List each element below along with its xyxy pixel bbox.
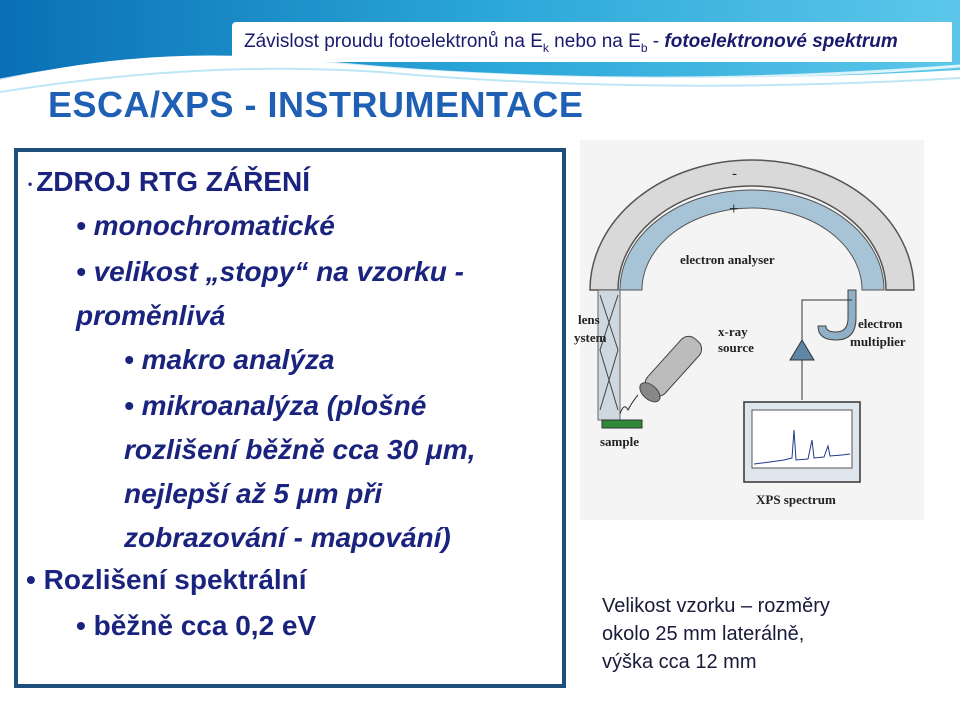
- sample-block: [602, 420, 642, 428]
- bullet-monochromatic: • monochromatické: [76, 210, 335, 241]
- bullet-micro: • mikroanalýza (plošné: [124, 390, 427, 421]
- multiplier-label-2: multiplier: [850, 334, 906, 349]
- bullet-typical-resolution: • běžně cca 0,2 eV: [76, 610, 317, 641]
- lens-label: lens: [578, 312, 600, 327]
- subtitle-subscript-k: k: [542, 40, 549, 55]
- subtitle-subscript-b: b: [640, 40, 648, 55]
- minus-label: -: [732, 166, 737, 182]
- plus-label: +: [729, 199, 739, 218]
- bullet-text: mikroanalýza (plošné: [141, 390, 427, 421]
- slide-title: ESCA/XPS - INSTRUMENTACE: [48, 84, 584, 125]
- subtitle-separator: -: [647, 31, 665, 52]
- bullet-spot-size: • velikost „stopy“ na vzorku -: [76, 256, 464, 287]
- lens-label-2: ystem: [574, 330, 607, 345]
- sample-label: sample: [600, 434, 639, 449]
- bullet-text: velikost „stopy“ na vzorku -: [93, 256, 464, 287]
- bullet-text: Rozlišení spektrální: [43, 564, 307, 595]
- slide-subtitle: [232, 22, 952, 62]
- content-box: [14, 148, 566, 688]
- bullet-text: běžně cca 0,2 eV: [93, 610, 317, 641]
- bullet-spot-size-cont: proměnlivá: [76, 300, 226, 331]
- xps-instrument-diagram: [574, 140, 924, 520]
- bullet-micro-cont1: rozlišení běžně cca 30 μm,: [124, 434, 476, 465]
- caption-line-2: okolo 25 mm laterálně,: [602, 623, 805, 645]
- bullet-macro: • makro analýza: [124, 344, 335, 375]
- bullet-micro-cont3: zobrazování - mapování): [124, 522, 451, 553]
- spectrum-label: XPS spectrum: [756, 492, 836, 507]
- bullet-text: makro analýza: [141, 344, 335, 375]
- caption: [602, 592, 902, 676]
- subtitle-emphasis: fotoelektronové spektrum: [664, 31, 898, 52]
- multiplier-label: electron: [858, 316, 903, 331]
- caption-line-3: výška cca 12 mm: [602, 651, 757, 673]
- bullet-xray-source: • ZDROJ RTG ZÁŘENÍ: [28, 166, 310, 197]
- caption-line-1: Velikost vzorku – rozměry: [602, 595, 830, 617]
- xray-label: x-ray: [718, 324, 748, 339]
- bullet-micro-cont2: nejlepší až 5 μm při: [124, 478, 383, 509]
- bullet-spectral-resolution: • Rozlišení spektrální: [26, 564, 307, 595]
- subtitle-text-mid: nebo na E: [548, 31, 641, 52]
- subtitle-text: Závislost proudu fotoelektronů na E: [244, 31, 543, 52]
- bullet-text: monochromatické: [93, 210, 335, 241]
- analyser-label: electron analyser: [680, 252, 775, 267]
- bullet-text: ZDROJ RTG ZÁŘENÍ: [36, 166, 310, 197]
- xray-label-2: source: [718, 340, 754, 355]
